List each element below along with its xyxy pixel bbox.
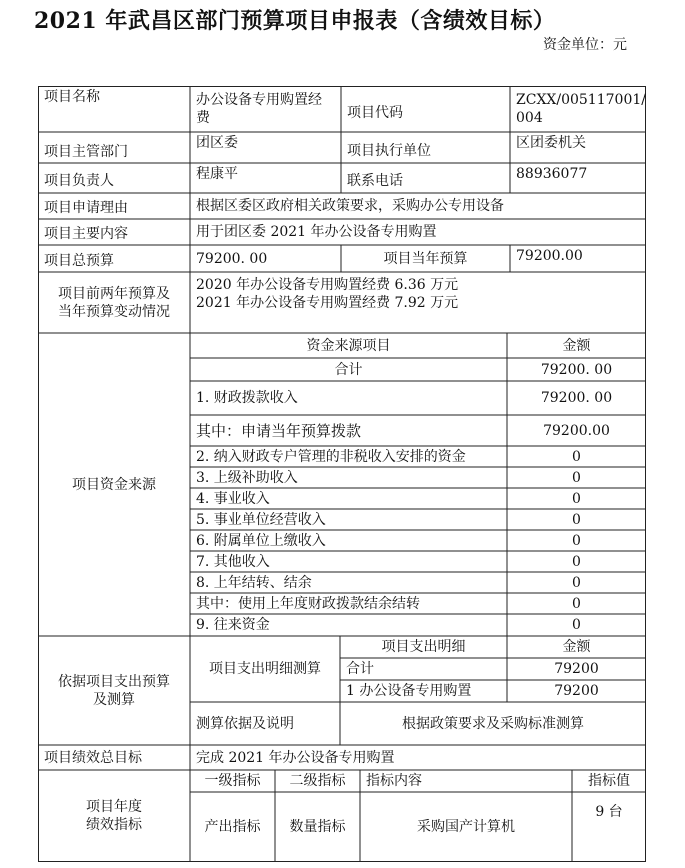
funding-row-label: 1. 财政拨款收入 xyxy=(196,390,298,406)
indicator-value: 9 台 xyxy=(595,804,623,820)
funding-row-amount: 79200. 00 xyxy=(540,361,613,378)
expense-col-detail: 项目支出明细 xyxy=(381,639,466,655)
prev-budget-label xyxy=(38,272,190,333)
funding-row-amount: 0 xyxy=(572,469,581,486)
funding-row-amount: 0 xyxy=(572,553,581,570)
funding-row-amount: 0 xyxy=(572,617,581,633)
funding-row-label: 6. 附属单位上缴收入 xyxy=(196,532,326,549)
funding-row-amount: 79200.00 xyxy=(543,422,610,439)
performance-goal-value: 完成 2021 年办公设备专用购置 xyxy=(196,749,395,766)
funding-row-label: 8. 上年结转、结余 xyxy=(196,574,312,591)
funding-row-label: 2. 纳入财政专户管理的非税收入安排的资金 xyxy=(196,448,466,465)
expense-row-amount: 79200 xyxy=(554,661,599,677)
funding-row-amount: 0 xyxy=(572,595,581,612)
funding-section-label: 项目资金来源 xyxy=(72,476,156,493)
exec-unit-value: 区团委机关 xyxy=(516,135,586,151)
funding-row-label: 其中：使用上年度财政拨款结余结转 xyxy=(196,595,420,612)
funding-row-label: 4. 事业收入 xyxy=(196,490,270,507)
funding-row-label: 3. 上级补助收入 xyxy=(196,469,298,486)
phone-value: 88936077 xyxy=(516,166,588,182)
funding-row-label: 7. 其他收入 xyxy=(196,553,270,570)
expense-section-label xyxy=(38,636,190,745)
total-budget-value: 79200. 00 xyxy=(196,250,268,267)
expense-row-label: 合计 xyxy=(346,661,374,677)
year-budget-label: 项目当年预算 xyxy=(383,250,468,267)
exec-unit-label: 项目执行单位 xyxy=(347,142,431,159)
project-code-label: 项目代码 xyxy=(347,105,403,121)
expense-detail-label: 项目支出明细测算 xyxy=(209,661,321,677)
project-name-value xyxy=(190,86,341,132)
funding-row-label: 其中：申请当年预算拨款 xyxy=(196,421,362,440)
project-code-line-2: 004 xyxy=(516,110,543,126)
col-value: 指标值 xyxy=(588,773,630,789)
funding-row-label: 合计 xyxy=(334,361,363,378)
prev-budget-label-line-1: 项目前两年预算及 xyxy=(58,285,170,302)
leader-value: 程康平 xyxy=(196,166,238,182)
basis-value: 根据政策要求及采购标准测算 xyxy=(402,715,584,732)
content-value: 用于团区委 2021 年办公设备专用购置 xyxy=(196,224,437,240)
currency-unit: 资金单位：元 xyxy=(543,37,627,53)
project-code-value xyxy=(510,86,646,132)
funding-row-amount: 0 xyxy=(572,448,581,465)
col-level2: 二级指标 xyxy=(289,773,346,789)
indicator-content: 采购国产计算机 xyxy=(417,819,515,835)
phone-label: 联系电话 xyxy=(347,173,403,189)
col-content: 指标内容 xyxy=(366,773,422,789)
col-level1: 一级指标 xyxy=(204,773,261,789)
funding-row-label: 9. 往来资金 xyxy=(196,617,270,633)
funding-row-amount: 79200. 00 xyxy=(540,390,613,406)
prev-budget-line-2: 2021 年办公设备专用购置经费 7.92 万元 xyxy=(196,295,459,311)
project-name-label: 项目名称 xyxy=(44,89,100,105)
budget-table xyxy=(38,86,646,862)
reason-value: 根据区委区政府相关政策要求，采购办公专用设备 xyxy=(196,198,504,214)
project-code-line-1: ZCXX/005117001/ xyxy=(516,92,646,108)
expense-row-label: 1 办公设备专用购置 xyxy=(346,683,472,699)
page-title: 2021 年武昌区部门预算项目申报表（含绩效目标） xyxy=(34,8,556,34)
indicator-level1: 产出指标 xyxy=(204,819,261,835)
funding-row-amount: 0 xyxy=(572,511,581,528)
funding-col-amount: 金额 xyxy=(562,337,591,354)
funding-row-amount: 0 xyxy=(572,490,581,507)
funding-row-label: 5. 事业单位经营收入 xyxy=(196,511,326,528)
project-name-line-1: 办公设备专用购置经 xyxy=(196,92,322,108)
project-name-line-2: 费 xyxy=(196,110,210,126)
year-budget-value: 79200.00 xyxy=(516,248,583,264)
total-budget-label: 项目总预算 xyxy=(44,252,114,269)
prev-budget-line-1: 2020 年办公设备专用购置经费 6.36 万元 xyxy=(196,277,459,293)
yearly-indicator-line-2: 绩效指标 xyxy=(86,817,142,833)
indicator-level2: 数量指标 xyxy=(289,819,346,835)
basis-label: 测算依据及说明 xyxy=(196,715,294,732)
prev-budget-label-line-2: 当年预算变动情况 xyxy=(58,303,170,320)
leader-label: 项目负责人 xyxy=(44,173,114,189)
funding-row-amount: 0 xyxy=(572,532,581,549)
expense-row-amount: 79200 xyxy=(554,683,599,699)
funding-col-source: 资金来源项目 xyxy=(306,337,391,354)
expense-section-line-1: 依据项目支出预算 xyxy=(58,673,170,690)
dept-value: 团区委 xyxy=(196,135,238,151)
expense-col-amount: 金额 xyxy=(562,639,591,655)
yearly-indicator-label xyxy=(38,770,190,862)
content-label: 项目主要内容 xyxy=(44,226,128,242)
yearly-indicator-line-1: 项目年度 xyxy=(86,799,142,815)
prev-budget-value xyxy=(190,272,646,333)
performance-goal-label: 项目绩效总目标 xyxy=(44,749,142,766)
reason-label: 项目申请理由 xyxy=(44,200,128,216)
expense-section-line-2: 及测算 xyxy=(93,691,135,708)
funding-row-amount: 0 xyxy=(572,574,581,591)
dept-label: 项目主管部门 xyxy=(44,143,128,160)
